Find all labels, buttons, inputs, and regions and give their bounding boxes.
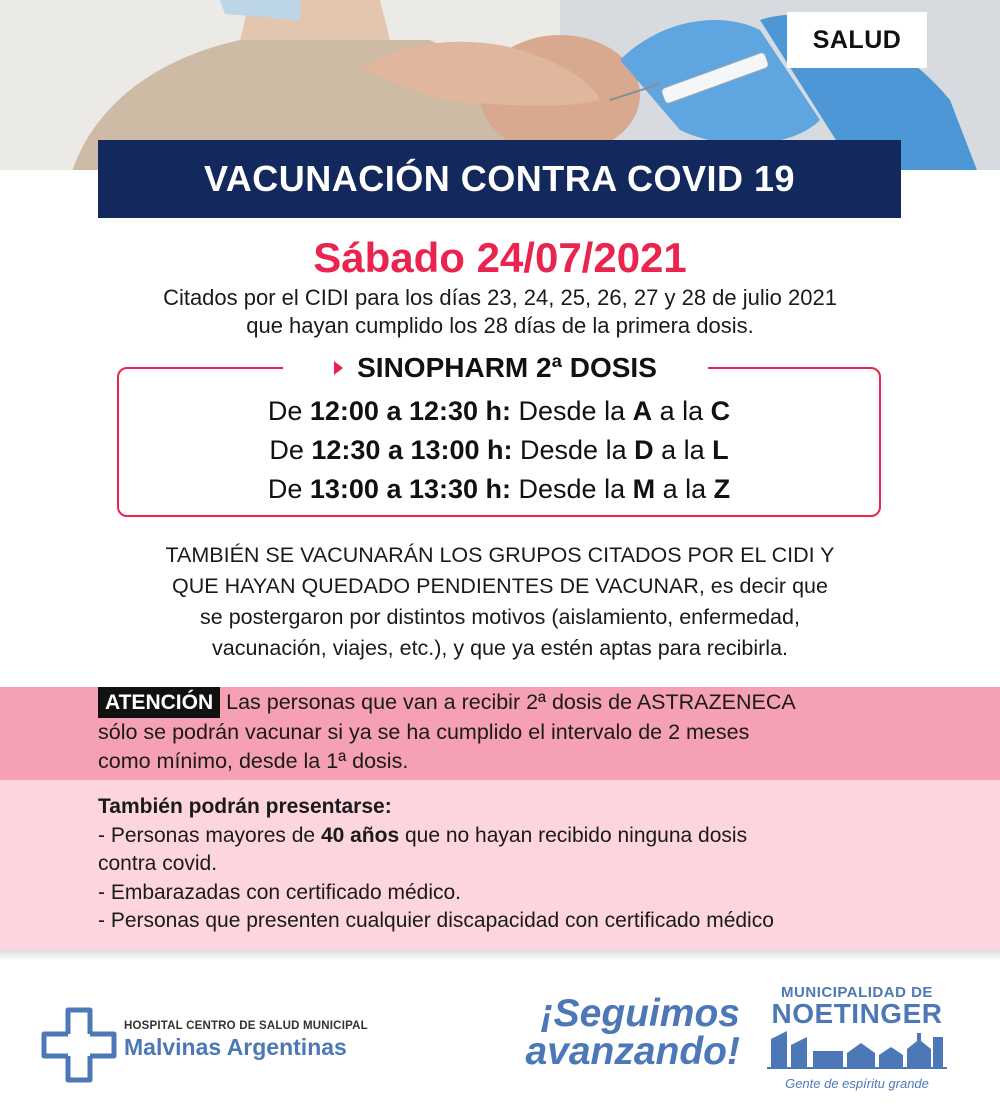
intro-line: Citados por el CIDI para los días 23, 24, 25, 26, 27 y 28 de julio 2021: [163, 285, 837, 310]
row-mid: Desde la: [511, 474, 633, 504]
row-prefix: De: [267, 474, 310, 504]
section-tag: SALUD: [787, 12, 927, 68]
muni-line2: NOETINGER: [771, 998, 943, 1029]
event-date: Sábado 24/07/2021: [313, 234, 687, 281]
item-text: - Personas mayores de: [98, 823, 321, 847]
row-letter-to: L: [712, 435, 729, 465]
intro-text: [0, 284, 1000, 340]
row-time: 12:30 a 13:00 h:: [311, 435, 513, 465]
item-text: que no hayan recibido ninguna dosis: [399, 823, 748, 847]
row-mid: Desde la: [512, 435, 635, 465]
list-item: - Embarazadas con certificado médico.: [98, 880, 461, 904]
attention-line: sólo se podrán vacunar si ya se ha cumplido el intervalo de 2 meses: [98, 720, 750, 744]
row-prefix: De: [269, 435, 312, 465]
row-time: 13:00 a 13:30 h:: [309, 474, 512, 504]
text-line: QUE HAYAN QUEDADO PENDIENTES DE VACUNAR, es decir que: [172, 574, 828, 598]
list-item-cont: contra covid.: [98, 852, 218, 875]
row-mid: Desde la: [511, 396, 633, 426]
item-bold: 40 años: [320, 823, 400, 847]
schedule-heading: [283, 349, 708, 387]
page-title: VACUNACIÓN CONTRA COVID 19: [98, 140, 901, 218]
slogan-line: avanzando!: [525, 1030, 740, 1073]
attention-line: Las personas que van a recibir 2ª dosis de ASTRAZENECA: [226, 690, 796, 714]
slogan: [475, 992, 740, 1073]
medical-cross-icon: [40, 1006, 118, 1084]
row-letter-to: Z: [713, 474, 731, 504]
schedule-row: [117, 431, 881, 470]
list-item: - Personas que presenten cualquier discapacidad con certificado médico: [98, 909, 774, 932]
schedule-row: [117, 392, 881, 431]
row-time: 12:00 a 12:30 h:: [309, 396, 512, 426]
pending-groups-text: [0, 540, 1000, 664]
hospital-name-line2: Malvinas Argentinas: [124, 1034, 347, 1060]
row-sep: a la: [653, 435, 713, 465]
attention-text: [98, 687, 918, 776]
also-eligible-text: [98, 793, 978, 936]
muni-slogan: Gente de espíritu grande: [785, 1076, 929, 1091]
row-sep: a la: [652, 396, 711, 426]
intro-line: que hayan cumplido los 28 días de la primera dosis.: [246, 313, 754, 338]
slogan-line: ¡Seguimos: [540, 992, 740, 1035]
attention-line: como mínimo, desde la 1ª dosis.: [98, 749, 409, 773]
divider-shadow: [0, 950, 1000, 960]
attention-badge: ATENCIÓN: [98, 687, 220, 718]
hospital-name-line1: HOSPITAL CENTRO DE SALUD MUNICIPAL: [124, 1020, 368, 1032]
row-letter-from: D: [634, 435, 654, 465]
text-line: [98, 687, 918, 718]
list-item: [98, 822, 978, 851]
row-prefix: De: [267, 396, 310, 426]
text-line: se postergaron por distintos motivos (aislamiento, enfermedad,: [200, 605, 800, 629]
schedule-heading-label: SINOPHARM 2ª DOSIS: [357, 352, 657, 383]
municipality-logo: [762, 984, 952, 1099]
schedule-list: [117, 392, 881, 509]
hospital-logo: [40, 1006, 420, 1086]
muni-line1: MUNICIPALIDAD DE: [781, 984, 933, 1001]
row-letter-from: M: [632, 474, 656, 504]
town-skyline-icon: [767, 1027, 947, 1069]
row-sep: a la: [655, 474, 714, 504]
play-arrow-icon: [334, 361, 343, 375]
text-line: vacunación, viajes, etc.), y que ya estén aptas para recibirla.: [211, 636, 789, 660]
row-letter-from: A: [632, 396, 653, 426]
row-letter-to: C: [710, 396, 731, 426]
also-title: También podrán presentarse:: [98, 795, 392, 818]
schedule-row: [117, 470, 881, 509]
text-line: TAMBIÉN SE VACUNARÁN LOS GRUPOS CITADOS POR EL CIDI Y: [165, 543, 835, 567]
